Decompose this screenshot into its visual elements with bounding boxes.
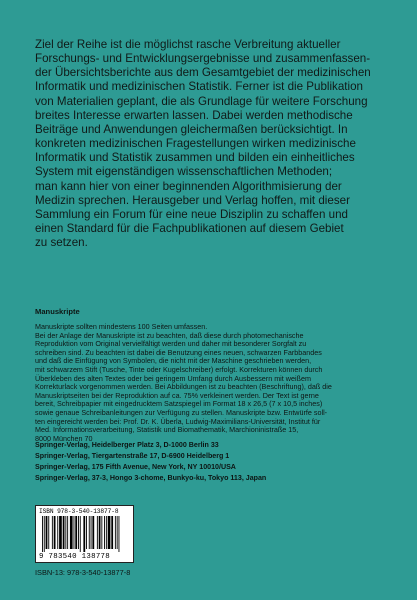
manuscripts-line: Manuskriptseiten bei der Reproduktion auf ca. 75% verkleinert werden. Der Text ist gerne [35, 390, 319, 400]
manuscripts-line: sowie genaue Schreibanleitungen zur Verfügung zu stellen. Manuskripte bzw. Entwürfe soll- [35, 407, 328, 417]
barcode-bar [42, 516, 43, 552]
barcode-bar [83, 516, 85, 552]
intro-line: zu setzen. [35, 236, 88, 250]
barcode-bar [101, 516, 102, 549]
intro-line: breites Interesse erwarten lassen. Dabei werden methodische [35, 108, 353, 122]
barcode-bar [111, 516, 113, 549]
manuscripts-line: mit schwarzem Stift (Tusche, Tinte oder Kugelschreiber) erfolgt. Korrekturen können durch [35, 364, 323, 374]
barcode-bar [92, 516, 94, 549]
intro-line: Informatik und medizinischen Statistik. Ferner ist die Publikation [35, 80, 363, 94]
barcode-bars [42, 516, 129, 552]
publisher-line: Springer-Verlag, 37-3, Hongo 3-chome, Bunkyo-ku, Tokyo 113, Japan [35, 474, 267, 483]
intro-line: konkreten medizinischen Fragestellungen wirken medizinische [35, 137, 356, 151]
barcode-bar [48, 516, 49, 549]
publisher-line: Springer-Verlag, Heidelberger Platz 3, D-1000 Berlin 33 [35, 441, 219, 449]
manuscripts-line: Korrekturlack vorgenommen werden. Bei Abbildungen ist zu beachten (Beschriftung), daß die [35, 382, 332, 392]
intro-line: Sammlung ein Forum für eine neue Disziplin zu schaffen und [35, 207, 348, 221]
barcode-bar [52, 516, 53, 549]
manuscripts-line: Überkleben des alten Textes oder bei geringem Umfang durch Ausbessern mit weißem [35, 373, 311, 383]
publisher-addresses [35, 440, 387, 484]
barcode-isbn-text: ISBN 978-3-540-13877-8 [39, 508, 119, 515]
intro-line: von Materialien geplant, die als Grundlage für weitere Forschung [35, 94, 368, 108]
barcode-bar [67, 516, 68, 549]
manuscripts-section [35, 307, 387, 443]
intro-line: Forschungs- und Entwicklungsergebnisse und zusammenfassen- [35, 52, 371, 66]
barcode-bar [89, 516, 90, 549]
barcode-bar [54, 516, 56, 549]
barcode-bar [115, 516, 116, 549]
manuscripts-line: Reproduktion vom Original vervielfältigt werden und daher mit besonderer Sorgfalt zu [35, 339, 307, 349]
intro-line: man kann hier von einer beginnenden Algorithmisierung der [35, 179, 342, 193]
manuscripts-line: ten eingereicht werden bei: Prof. Dr. K. Überla, Ludwig-Maximilians-Universität, Institut für [35, 416, 321, 426]
barcode-bar [44, 516, 45, 552]
publisher-line: Springer-Verlag, Tiergartenstraße 17, D-6900 Heidelberg 1 [35, 452, 230, 461]
barcode-bar [57, 516, 58, 549]
intro-line: einen Standard für die Fachpublikationen auf diesem Gebiet [35, 222, 344, 236]
barcode-bar [80, 516, 81, 552]
manuscripts-line: bereit, Schreibpapier mit eingedrucktem Satzspiegel im Format 18 x 26,5 (7 x 10,5 inches) [35, 399, 323, 409]
barcode-bar [70, 516, 73, 549]
barcode-bar [86, 516, 87, 549]
manuscripts-line: Manuskripte sollten mindestens 100 Seiten umfassen. [35, 322, 208, 331]
intro-line: Ziel der Reihe ist die möglichst rasche Verbreitung aktueller [35, 38, 341, 51]
barcode-bar [91, 516, 92, 549]
barcode-bar [78, 516, 79, 549]
barcode-bar [63, 516, 65, 549]
barcode-bar [99, 516, 101, 549]
barcode-bar [108, 516, 111, 549]
barcode-bar [75, 516, 77, 549]
manuscripts-line: Med. Informationsverarbeitung, Statistik und Biomathematik, Marchioninistraße 15, [35, 425, 299, 435]
barcode-bar [65, 516, 66, 549]
barcode-bar [119, 516, 120, 552]
intro-line: der Übersichtsberichte aus dem Gesamtgebiet der medizinischen [35, 66, 371, 80]
barcode-bar [97, 516, 98, 549]
intro-line: Beiträge und Anwendungen gleichermaßen berücksichtigt. In [35, 122, 348, 136]
barcode-bar [104, 516, 105, 549]
manuscripts-body [35, 323, 387, 443]
barcode-bar [106, 516, 107, 549]
barcode-bar [46, 516, 48, 549]
barcode-bar [74, 516, 75, 549]
isbn-13: ISBN-13: 978-3-540-13877-8 [35, 568, 131, 577]
manuscripts-heading: Manuskripte [35, 307, 80, 316]
barcode-digits: 9 783540 138778 [39, 553, 111, 561]
manuscripts-line: schreiben sind. Zu beachten ist dabei die Benutzung eines neuen, schwarzen Farbbandes [35, 347, 322, 357]
manuscripts-line: und daß die Einfügung von Symbolen, die nicht mit der Maschine geschrieben werden, [35, 356, 312, 366]
manuscripts-line: Bei der Anlage der Manuskripte ist zu beachten, daß diese durch photomechanische [35, 330, 304, 340]
barcode-bar [117, 516, 118, 549]
intro-line: Medizin sprechen. Herausgeber und Verlag hoffen, mit dieser [35, 193, 350, 207]
intro-line: Informatik und Statistik zusammen und bilden ein einheitliches [35, 151, 355, 165]
publisher-line: Springer-Verlag, 175 Fifth Avenue, New York, NY 10010/USA [35, 463, 236, 472]
intro-line: System mit eigenständigen wissenschaftlichen Methoden; [35, 165, 333, 179]
manuscripts-line: 8000 München 70 [35, 433, 93, 443]
barcode-bar [59, 516, 62, 549]
series-description [35, 38, 385, 250]
barcode-label [35, 505, 134, 563]
